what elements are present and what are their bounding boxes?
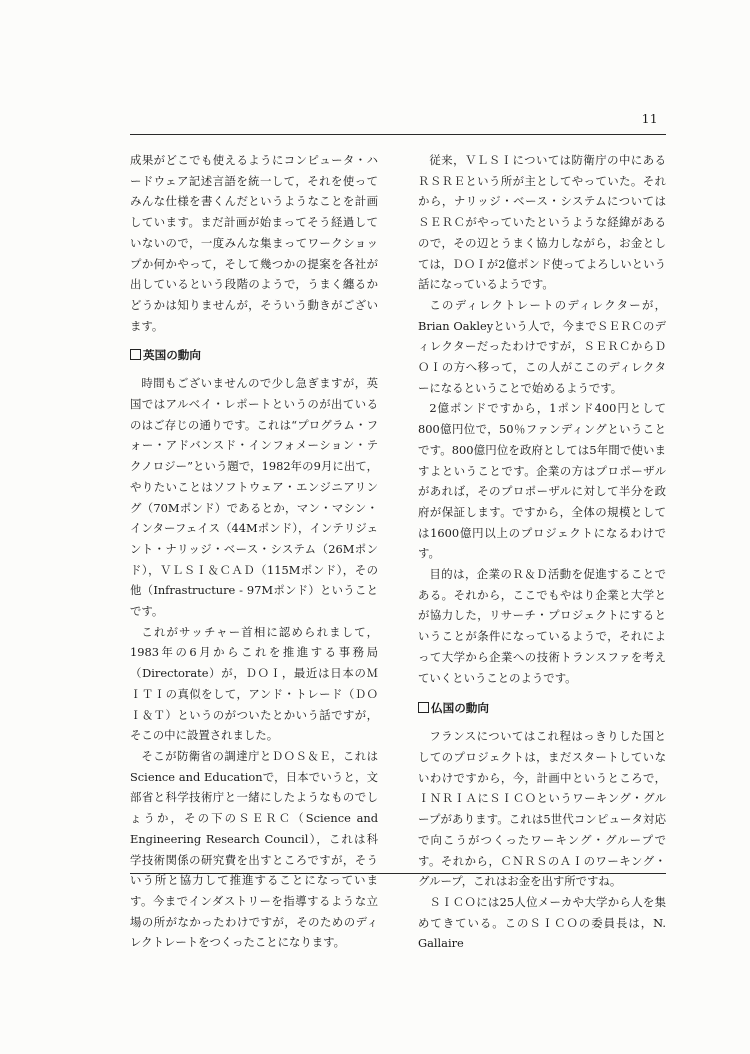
paragraph: これがサッチャー首相に認められまして，1983年の6月からこれを推進する事務局（Directorate）が，ＤＯＩ，最近は日本のＭＩＴＩの真似をして，アンド・トレード（ＤＯＩ＆Ｔ）というのがついたとかいう話ですが，そこの中に設置されました。 xyxy=(130,624,378,743)
right-column xyxy=(418,150,666,954)
left-column xyxy=(130,150,378,953)
checkbox-square-icon xyxy=(418,702,429,713)
paragraph: ＳＩＣＯには25人位メーカや大学から人を集めてきている。このＳＩＣＯの委員長は，N. Gallaire xyxy=(418,894,666,951)
paragraph: 従来，ＶＬＳＩについては防衛庁の中にあるＲＳＲＥという所が主としてやっていた。それから，ナリッジ・ベース・システムについてはＳＥＲＣがやっていたというような経緯があるので，その辺とうまく協力しながら，お金としては，ＤＯＩが2億ポンド使ってよろしいという話になっているようです。 xyxy=(418,153,666,292)
paragraph: 成果がどこでも使えるようにコンピュータ・ハードウェア記述言語を統一して，それを使ってみんな仕様を書くんだというようなことを計画しています。まだ計画が始まってそう経過していないので，一度みんな集まってワークショップか何かやって，そして幾つかの提案を各社が出しているという段階のようで，うまく纏るかどうかは知りませんが，そういう動きがございます。 xyxy=(130,153,378,333)
section-heading-text: 仏国の動向 xyxy=(431,701,489,716)
page-number: 11 xyxy=(641,112,658,126)
paragraph: 時間もございませんので少し急ぎますが，英国ではアルベイ・レポートというのが出ているのはご存じの通りです。これは“プログラム・フォー・アドバンスド・インフォメーション・テクノロジー”という題で，1982年の9月に出て，やりたいことはソフトウェア・エンジニアリング（70Mポンド）であるとか，マン・マシン・インターフェイス（44Mポンド），インテリジェント・ナリッジ・ベース・システム（26Mポンド），ＶＬＳＩ＆ＣＡＤ（115Mポンド），その他（Infrastructure - 97Mポンド）ということです。 xyxy=(130,376,378,619)
section-heading-uk xyxy=(130,345,378,365)
paragraph: フランスについてはこれ程はっきりした国としてのプロジェクトは，まだスタートしていないわけですから，今，計画中というところで，ＩＮＲＩＡにＳＩＣＯというワーキング・グループがあります。これは5世代コンピュータ対応で向こうがつくったワーキング・グループです。それから，ＣＮＲＳのＡＩのワーキング・グループ，これはお金を出す所ですね。 xyxy=(418,729,666,889)
section-heading-france xyxy=(418,698,666,718)
section-heading-text: 英国の動向 xyxy=(143,348,201,363)
paragraph: 目的は，企業のＲ＆Ｄ活動を促進することである。それから，ここでもやはり企業と大学とが協力した，リサーチ・プロジェクトにするということが条件になっているようで，それによって大学から企業への技術トランスファを考えていくということのようです。 xyxy=(418,567,666,685)
paragraph: そこが防衛省の調達庁とＤＯＳ＆Ｅ，これはScience and Educationで，日本でいうと，文部省と科学技術庁と一緒にしたようなものでしょうか，その下のＳＥＲＣ（Science and Engineering Research Council），これは科学技術関係の研究費を出すところですが，そういう所と協力して推進することになっています。今までインダストリーを指導するような立場の所がなかったわけですが，そのためのディレクトレートをつくったことになります。 xyxy=(130,748,378,950)
top-rule xyxy=(130,134,666,135)
bottom-rule xyxy=(130,873,666,874)
paragraph: このディレクトレートのディレクターが，Brian Oakleyという人で，今までＳＥＲＣのディレクターだったわけですが，ＳＥＲＣからＤＯＩの方へ移って，この人がここのディレクターになるということで始めるようです。 xyxy=(418,297,666,395)
paragraph: 2億ポンドですから，1ポンド400円として800億円位で，50％ファンディングということです。800億円位を政府としては5年間で使いますよということです。企業の方はプロポーザルがあれば，そのプロポーザルに対して半分を政府が保証します。ですから，全体の規模としては1600億円以上のプロジェクトになるわけです。 xyxy=(418,401,666,561)
checkbox-square-icon xyxy=(130,349,141,360)
